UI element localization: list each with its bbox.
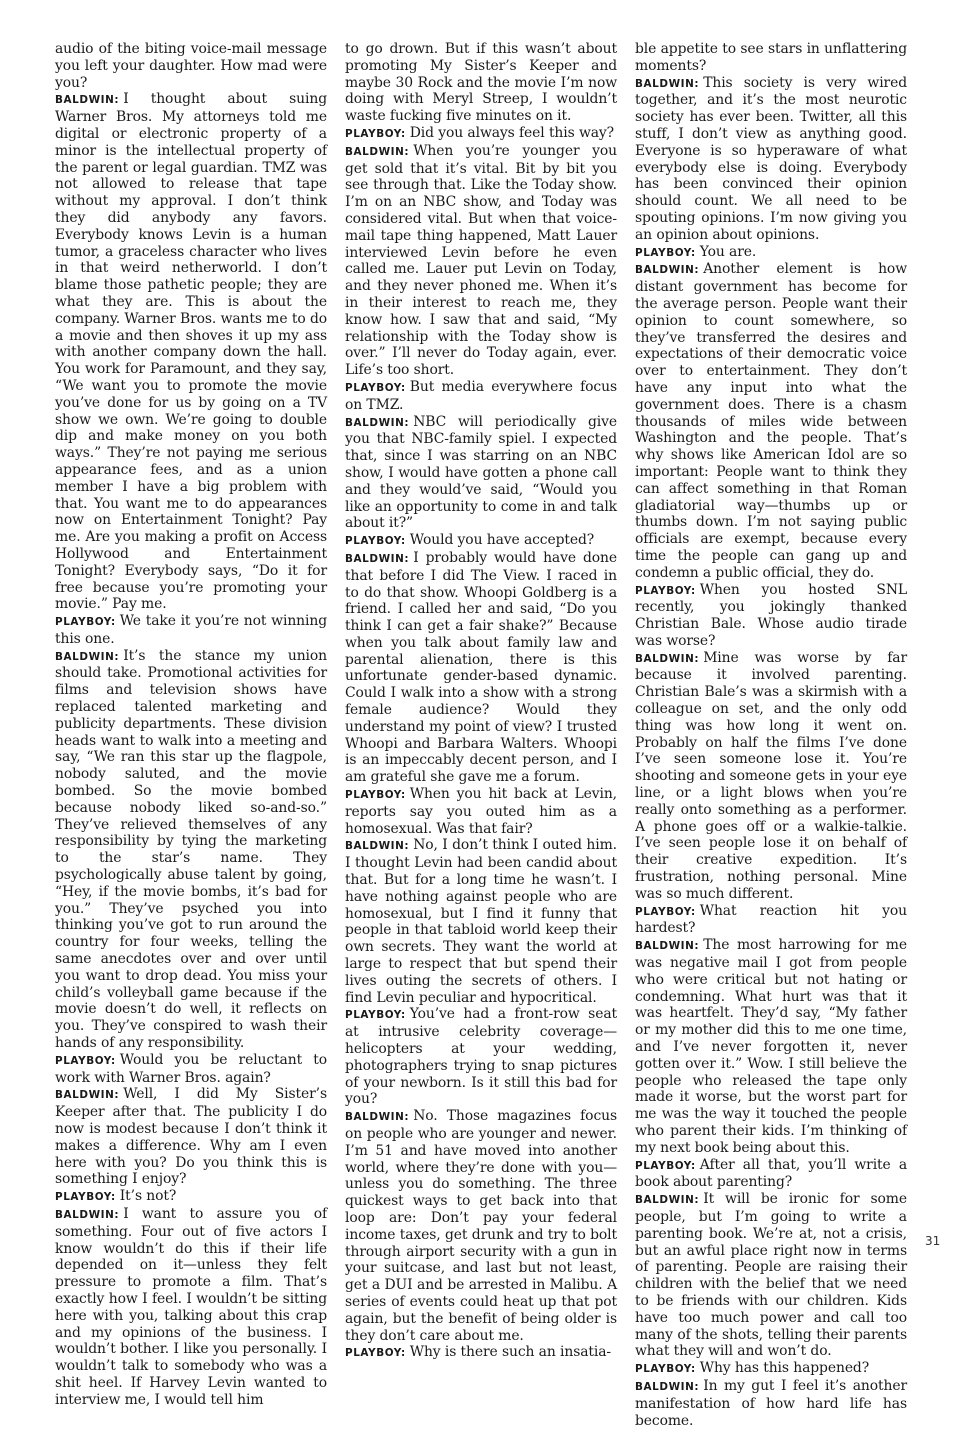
interview-paragraph bbox=[345, 1108, 617, 1344]
text-column-1 bbox=[55, 41, 327, 1409]
speaker-label: BALDWIN: bbox=[345, 552, 410, 565]
speaker-label: PLAYBOY: bbox=[345, 1009, 406, 1022]
paragraph-text: It’s not? bbox=[119, 1188, 177, 1205]
interview-paragraph bbox=[635, 244, 907, 262]
page-number: 31 bbox=[925, 1234, 941, 1248]
speaker-label: PLAYBOY: bbox=[345, 127, 406, 140]
paragraph-text: Well, I did My Sister’s Keeper after that. The publicity I do now is modest because I don’t think it makes a difference. Why am I even here with you? Do you think this is something I enjoy? bbox=[55, 1086, 327, 1188]
paragraph-text: The most harrowing for me was negative mail I got from people who were critical but not hating or condemning. What hurt was that it was heartfelt. They’d say, “My father or my mother did this to me one time, and I’ve never forgotten it, never gotten over it.” Wow. I still believe the people who released the tape only made it worse, but the worst part for me was the way it touched the people who parent their kids. I’m thinking of my next book being about this. bbox=[635, 937, 907, 1156]
speaker-label: PLAYBOY: bbox=[635, 1363, 696, 1376]
paragraph-text: Why is there such an insatia- bbox=[409, 1344, 612, 1361]
interview-paragraph bbox=[55, 1086, 327, 1188]
speaker-label: PLAYBOY: bbox=[55, 616, 116, 629]
speaker-label: PLAYBOY: bbox=[345, 535, 406, 548]
paragraph-text: This society is very wired together, and it’s the most neurotic society has ever been. Twitter, all this stuff, I don’t view as anything good. Everyone is so hyperaware of what everybody else is doing. Everybody has been convinced their opinion should count. We all need to be spouting opinions. I’m now giving you an opinion about opinions. bbox=[635, 74, 907, 243]
speaker-label: PLAYBOY: bbox=[55, 1191, 116, 1204]
interview-paragraph bbox=[635, 1157, 907, 1192]
paragraph-text: We take it you’re not winning this one. bbox=[55, 613, 327, 647]
interview-paragraph bbox=[345, 550, 617, 786]
paragraph-text: When you hosted SNL recently, you jokingly thanked Christian Bale. Whose audio tirade was worse? bbox=[635, 581, 907, 649]
speaker-label: BALDWIN: bbox=[345, 840, 410, 853]
continued-paragraph bbox=[345, 41, 617, 125]
speaker-label: PLAYBOY: bbox=[635, 584, 696, 597]
paragraph-text: Another element is how distant government has become for the average person. People want their opinion to count somewhere, so they’ve transferred the desires and expectations of their democratic voice over to entertainment. They don’t have any input into what the government does. There is a chasm thousands of miles wide between Washington and the people. That’s why shows like American Idol are so important: People want to think they can affect something in that Roman gladiatorial way—thumbs up or thumbs down. I’m not saying public officials are exempt, because every time the people can gang up and condemn a public official, they do. bbox=[635, 261, 907, 581]
interview-paragraph bbox=[55, 91, 327, 613]
speaker-label: PLAYBOY: bbox=[55, 1054, 116, 1067]
speaker-label: PLAYBOY: bbox=[345, 789, 406, 802]
speaker-label: BALDWIN: bbox=[635, 77, 700, 90]
speaker-label: BALDWIN: bbox=[635, 652, 700, 665]
interview-paragraph bbox=[345, 414, 617, 533]
paragraph-text: I thought about suing Warner Bros. My attorneys told me digital or electronic property of a minor is the intellectual property of the parent or legal guardian. TMZ was not allowed to release that tape without my approval. I don’t think they did anybody any favors. Everybody knows Levin is a human tumor, a graceless character who lives in that weird netherworld. I don’t blame those pathetic people; they are what they are. This is about the company. Warner Bros. wants me to do a movie and then shoves it up my ass with another company down the hall. You work for Paramount, and they say, “We want you to promote the movie you’ve done for us by going on a TV show we own. We’re going to double dip and make money on you both ways.” They’re not paying me serious appearance fees, and as a union member I have a big problem with that. You want me to do appearances now on Entertainment Tonight? Pay me. Are you making a profit on Access Hollywood and Entertainment Tonight? Everybody says, “Do it for free because you’re promoting your movie.” Pay me. bbox=[55, 91, 327, 613]
paragraph-text: What reaction hit you hardest? bbox=[635, 902, 907, 937]
speaker-label: PLAYBOY: bbox=[345, 1347, 406, 1360]
interview-paragraph bbox=[345, 1006, 617, 1108]
speaker-label: BALDWIN: bbox=[345, 416, 410, 429]
interview-paragraph bbox=[55, 1206, 327, 1409]
interview-paragraph bbox=[55, 613, 327, 648]
paragraph-text: It will be ironic for some people, but I’m going to write a parenting book. We’re at, not a crisis, but an awful place right now in terms of parenting. People are raising their children with the belief that we need to be friends with our children. Kids have too much power and call too many of the shots, telling their parents what they will and won’t do. bbox=[635, 1191, 907, 1360]
paragraph-text: audio of the biting voice-mail message you left your daughter. How mad were you? bbox=[55, 41, 327, 91]
paragraph-text: After all that, you’ll write a book about parenting? bbox=[635, 1156, 907, 1191]
speaker-label: PLAYBOY: bbox=[635, 1159, 696, 1172]
speaker-label: BALDWIN: bbox=[635, 264, 700, 277]
speaker-label: BALDWIN: bbox=[635, 1380, 700, 1393]
interview-paragraph bbox=[635, 75, 907, 244]
interview-paragraph bbox=[635, 582, 907, 650]
paragraph-text: ble appetite to see stars in unflattering moments? bbox=[635, 41, 907, 74]
interview-paragraph bbox=[345, 786, 617, 837]
interview-paragraph bbox=[55, 1188, 327, 1206]
paragraph-text: Did you always feel this way? bbox=[409, 124, 615, 141]
speaker-label: BALDWIN: bbox=[635, 1194, 700, 1207]
paragraph-text: to go drown. But if this wasn’t about promoting My Sister’s Keeper and maybe 30 Rock and the movie I’m now doing with Meryl Streep, I wouldn’t waste fucking five minutes on it. bbox=[345, 41, 617, 125]
paragraph-text: Would you have accepted? bbox=[409, 532, 595, 549]
speaker-label: BALDWIN: bbox=[55, 650, 120, 663]
paragraph-text: No, I don’t think I outed him. I thought Levin had been candid about that. But for a long time he wasn’t. I have nothing against people who are homosexual, but I find it funny that people in that tabloid world keep their own secrets. They want the world at large to respect that but spend their lives outing the secrets of others. I find Levin peculiar and hypocritical. bbox=[345, 837, 617, 1006]
paragraph-text: I want to assure you of something. Four out of five actors I know wouldn’t do this if their life depended on it—unless they felt pressure to promote a film. That’s exactly how I feel. I wouldn’t be sitting here with you, talking about this crap and my opinions of the business. I wouldn’t bother. I like you personally. I wouldn’t talk to somebody who was a shit heel. If Harvey Levin wanted to interview me, I would tell him bbox=[55, 1205, 327, 1408]
interview-paragraph bbox=[635, 1378, 907, 1429]
interview-paragraph bbox=[345, 125, 617, 143]
paragraph-text: Mine was worse by far because it involved parenting. Christian Bale’s was a skirmish with a colleague on set, and the only odd thing was how long it went on. Probably on half the films I’ve done I’ve seen someone lose it. You’re shooting and someone gets in your eye line, or a light blows when you’re really onto something as a performer. A phone goes off or a walkie-talkie. I’ve seen people lose it on behalf of their creative expedition. It’s frustration, nothing personal. Mine was so much different. bbox=[635, 649, 907, 902]
paragraph-text: Would you be reluctant to work with Warner Bros. again? bbox=[55, 1051, 327, 1086]
speaker-label: BALDWIN: bbox=[55, 1208, 120, 1221]
interview-paragraph bbox=[345, 379, 617, 414]
paragraph-text: In my gut I feel it’s another manifestation of how hard life has become. bbox=[635, 1377, 907, 1429]
continued-paragraph bbox=[635, 41, 907, 75]
speaker-label: PLAYBOY: bbox=[345, 381, 406, 394]
interview-paragraph bbox=[55, 1052, 327, 1087]
paragraph-text: NBC will periodically give you that NBC-family spiel. I expected that, since I was starring on an NBC show, I would have gotten a phone call and they would’ve said, “Would you like an opportunity to come in and talk about it?” bbox=[345, 413, 617, 532]
paragraph-text: But media everywhere focus on TMZ. bbox=[345, 378, 617, 413]
speaker-label: BALDWIN: bbox=[345, 145, 410, 158]
text-column-2 bbox=[345, 41, 617, 1362]
speaker-label: BALDWIN: bbox=[55, 1089, 120, 1102]
paragraph-text: It’s the stance my union should take. Promotional activities for films and television shows have replaced talented marketing and publicity departments. These division heads want to walk into a meeting and say, “We ran this star up the flagpole, nobody saluted, and the movie bombed. So the movie bombed because nobody liked so-and-so.” They’ve relieved themselves of any responsibility by tying the marketing to the star’s name. They psychologically abuse talent by going, “Hey, if the movie bombs, it’s bad for you.” They’ve psyched you into thinking you’ve got to run around the country for four weeks, telling the same anecdotes over and over until you want to drop dead. You miss your child’s volleyball game because if the movie doesn’t do well, it reflects on you. They’ve conspired to wash their hands of any responsibility. bbox=[55, 647, 327, 1052]
interview-paragraph bbox=[345, 143, 617, 379]
interview-paragraph bbox=[635, 1191, 907, 1360]
speaker-label: PLAYBOY: bbox=[635, 905, 696, 918]
speaker-label: BALDWIN: bbox=[345, 1111, 410, 1124]
paragraph-text: When you’re younger you get sold that it’s vital. Bit by bit you see through that. Like the Today show. I’m on an NBC show, and Today was considered vital. But when that voice-mail tape thing happened, Matt Lauer interviewed Levin before he even called me. Lauer put Levin on Today, and they never phoned me. When it’s in their interest to reach me, they know how. I saw that and said, “My relationship with the Today show is over.” I’ll never do Today again, ever. Life’s too short. bbox=[345, 142, 617, 379]
paragraph-text: No. Those magazines focus on people who are younger and newer. I’m 51 and have moved into another world, where they’re done with you—unless you do something. The three quickest ways to get back into that loop are: Don’t pay your federal income taxes, get drunk and try to bolt through airport security with a gun in your suitcase, and last but not least, get a DUI and be arrested in Malibu. A series of events could heat up that pot again, but the benefit of being older is they don’t care about me. bbox=[345, 1108, 617, 1344]
speaker-label: BALDWIN: bbox=[55, 94, 120, 107]
speaker-label: BALDWIN: bbox=[635, 940, 700, 953]
paragraph-text: Why has this happened? bbox=[699, 1360, 870, 1377]
interview-paragraph bbox=[345, 837, 617, 1006]
interview-paragraph bbox=[345, 532, 617, 550]
interview-paragraph bbox=[635, 937, 907, 1156]
interview-paragraph bbox=[55, 648, 327, 1052]
interview-paragraph bbox=[635, 903, 907, 938]
interview-paragraph bbox=[635, 1360, 907, 1378]
interview-paragraph bbox=[635, 261, 907, 581]
interview-paragraph bbox=[345, 1344, 617, 1362]
continued-paragraph bbox=[55, 41, 327, 91]
paragraph-text: When you hit back at Levin, reports say you outed him as a homosexual. Was that fair? bbox=[345, 786, 617, 837]
speaker-label: PLAYBOY: bbox=[635, 246, 696, 259]
text-column-3 bbox=[635, 41, 907, 1429]
paragraph-text: You are. bbox=[699, 243, 757, 260]
interview-paragraph bbox=[635, 650, 907, 903]
paragraph-text: I probably would have done that before I did The View. I raced in to do that show. Whoopi Goldberg is a friend. I called her and said, “Do you think I can get a fair shake?” Because when you talk about family law and parental alienation, there is this unfortunate gender-based dynamic. Could I walk into a show with a strong female audience? Would they understand my point of view? I trusted Whoopi and Barbara Walters. Whoopi is an impeccably decent person, and I am grateful she gave me a forum. bbox=[345, 549, 617, 786]
paragraph-text: You’ve had a front-row seat at intrusive celebrity coverage—helicopters at your wedding, photographers trying to snap pictures of your newborn. Is it still this bad for you? bbox=[345, 1006, 617, 1108]
